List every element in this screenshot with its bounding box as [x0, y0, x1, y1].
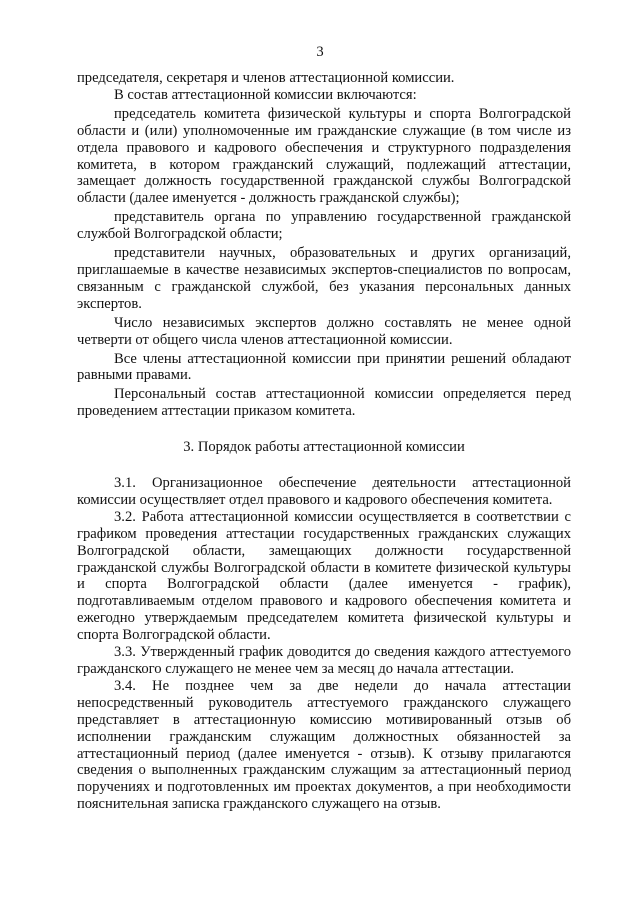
document-body [77, 70, 571, 813]
paragraph-equal-rights: Все члены аттестационной комиссии при принятии решений обладают равными правами. [77, 350, 571, 384]
paragraph-personal-composition: Персональный состав аттестационной комиссии определяется перед проведением аттестации приказом комитета. [77, 386, 571, 420]
paragraph-continuation: председателя, секретаря и членов аттестационной комиссии. [77, 70, 455, 86]
paragraph-independent-experts: представители научных, образовательных и других организаций, приглашаемые в качестве независимых экспертов-специалистов по вопросам, связанным с гражданской службой, без указания персональных данных экспертов. [77, 245, 571, 312]
section-heading: 3. Порядок работы аттестационной комиссии [183, 439, 465, 456]
paragraph-3-2: 3.2. Работа аттестационной комиссии осуществляется в соответствии с графиком проведения аттестации государственных гражданских служащих Волгоградской области, замещающих должности государственной гражданской службы Волгоградской области в комитете физической культуры и спорта Волгоградской области (далее именуется - график), подготавливаемым отделом правового и кадрового обеспечения комитета и ежегодно утверждаемым председателем комитета физической культуры и спорта Волгоградской области. [77, 508, 571, 644]
paragraph-3-4: 3.4. Не позднее чем за две недели до начала аттестации непосредственный руководитель аттестуемого гражданского служащего представляет в аттестационную комиссию мотивированный отзыв об исполнении гражданским служащим должностных обязанностей за аттестационный период (далее именуется - отзыв). К отзыву прилагаются сведения о выполненных гражданским служащим за аттестационный период поручениях и подготовленных им проектах документов, а при необходимости пояснительная записка гражданского служащего на отзыв. [77, 677, 571, 813]
paragraph-commission-composition: В состав аттестационной комиссии включаются: [114, 86, 417, 103]
paragraph-experts-quota: Число независимых экспертов должно составлять не менее одной четверти от общего числа членов аттестационной комиссии. [77, 314, 571, 348]
page-number: 3 [316, 44, 324, 60]
paragraph-state-service-representative: представитель органа по управлению государственной гражданской службой Волгоградской области; [77, 209, 571, 243]
paragraph-3-3: 3.3. Утвержденный график доводится до сведения каждого аттестуемого гражданского служащего не менее чем за месяц до начала аттестации. [77, 644, 571, 677]
paragraph-chairman: председатель комитета физической культуры и спорта Волгоградской области и (или) уполномоченные им гражданские служащие (в том числе из отдела правового и кадрового обеспечения и структурного подразделения комитета, в котором гражданский служащий, подлежащий аттестации, замещает должность государственной гражданской службы Волгоградской области (далее именуется - должность гражданской службы); [77, 105, 571, 207]
paragraph-3-1: 3.1. Организационное обеспечение деятельности аттестационной комиссии осуществляет отдел правового и кадрового обеспечения комитета. [77, 475, 571, 508]
